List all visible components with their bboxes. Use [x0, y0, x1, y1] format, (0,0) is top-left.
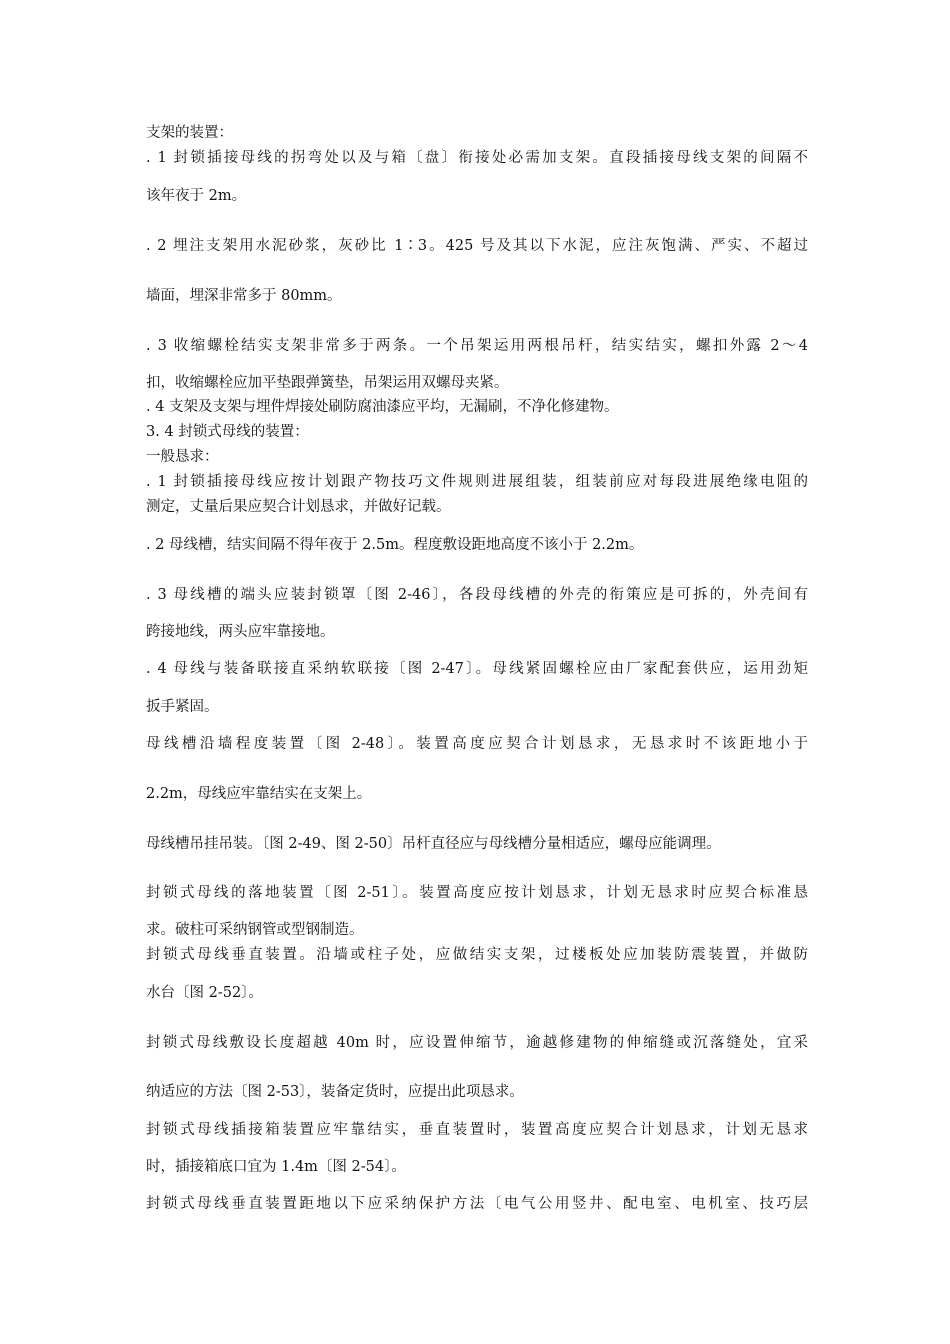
- text-line: . 4 母线与装备联接直采纳软联接〔图 2-47〕。母线紧固螺栓应由厂家配套供应，运用劲矩: [146, 661, 808, 677]
- text-line: 时，插接箱底口宜为 1.4m〔图 2-54〕。: [146, 1159, 406, 1175]
- text-line: . 4 支架及支架与埋件焊接处刷防腐油漆应平均，无漏刷，不净化修建物。: [146, 399, 619, 415]
- text-line: 求。破柱可采纳钢管或型钢制造。: [146, 922, 364, 938]
- text-line: 封锁式母线垂直装置。沿墙或柱子处，应做结实支架，过楼板处应加装防震装置，并做防: [146, 947, 808, 963]
- text-line: 2.2m，母线应牢靠结实在支架上。: [146, 786, 372, 802]
- text-line: 测定，丈量后果应契合计划恳求，并做好记载。: [146, 499, 451, 515]
- text-line: . 2 母线槽，结实间隔不得年夜于 2.5m。程度敷设距地高度不该小于 2.2m。: [146, 537, 644, 553]
- text-line: . 1 封锁插接母线应按计划跟产物技巧文件规则进展组装，组装前应对每段进展绝缘电阻的: [146, 474, 808, 490]
- text-line: . 3 收缩螺栓结实支架非常多于两条。一个吊架运用两根吊杆，结实结实，螺扣外露 2～4: [146, 338, 808, 354]
- text-line: 封锁式母线敷设长度超越 40m 时，应设置伸缩节，逾越修建物的伸缩缝或沉落缝处，宜采: [146, 1035, 808, 1051]
- text-line: 母线槽吊挂吊装。〔图 2-49、图 2-50〕吊杆直径应与母线槽分量相适应，螺母应能调理。: [146, 836, 721, 852]
- text-line: 扳手紧固。: [146, 699, 219, 715]
- text-line: 一般恳求：: [146, 449, 219, 465]
- text-line: 支架的装置：: [146, 125, 233, 141]
- text-line: 跨接地线，两头应牢靠接地。: [146, 624, 335, 640]
- text-line: 封锁式母线的落地装置〔图 2-51〕。装置高度应按计划恳求，计划无恳求时应契合标准恳: [146, 885, 808, 901]
- text-line: 封锁式母线垂直装置距地以下应采纳保护方法〔电气公用竖井、配电室、电机室、技巧层: [146, 1196, 808, 1212]
- text-line: 该年夜于 2m。: [146, 188, 247, 204]
- text-line: 封锁式母线插接箱装置应牢靠结实，垂直装置时，装置高度应契合计划恳求，计划无恳求: [146, 1122, 808, 1138]
- text-line: 3. 4 封锁式母线的装置：: [146, 424, 309, 440]
- text-line: . 3 母线槽的端头应装封锁罩〔图 2-46〕，各段母线槽的外壳的衔策应是可拆的，外壳间有: [146, 587, 808, 603]
- text-line: 扣，收缩螺栓应加平垫跟弹簧垫，吊架运用双螺母夹紧。: [146, 375, 509, 391]
- text-line: 水台〔图 2-52〕。: [146, 985, 263, 1001]
- text-line: 母线槽沿墙程度装置〔图 2-48〕。装置高度应契合计划恳求，无恳求时不该距地小于: [146, 736, 808, 752]
- text-line: 墙面，埋深非常多于 80mm。: [146, 288, 342, 304]
- text-line: . 2 埋注支架用水泥砂浆，灰砂比 1∶3。425 号及其以下水泥，应注灰饱满、严实、不超过: [146, 238, 808, 254]
- text-line: 纳适应的方法〔图 2-53〕，装备定货时，应提出此项恳求。: [146, 1084, 524, 1100]
- text-line: . 1 封锁插接母线的拐弯处以及与箱〔盘〕衔接处必需加支架。直段插接母线支架的间隔不: [146, 150, 808, 166]
